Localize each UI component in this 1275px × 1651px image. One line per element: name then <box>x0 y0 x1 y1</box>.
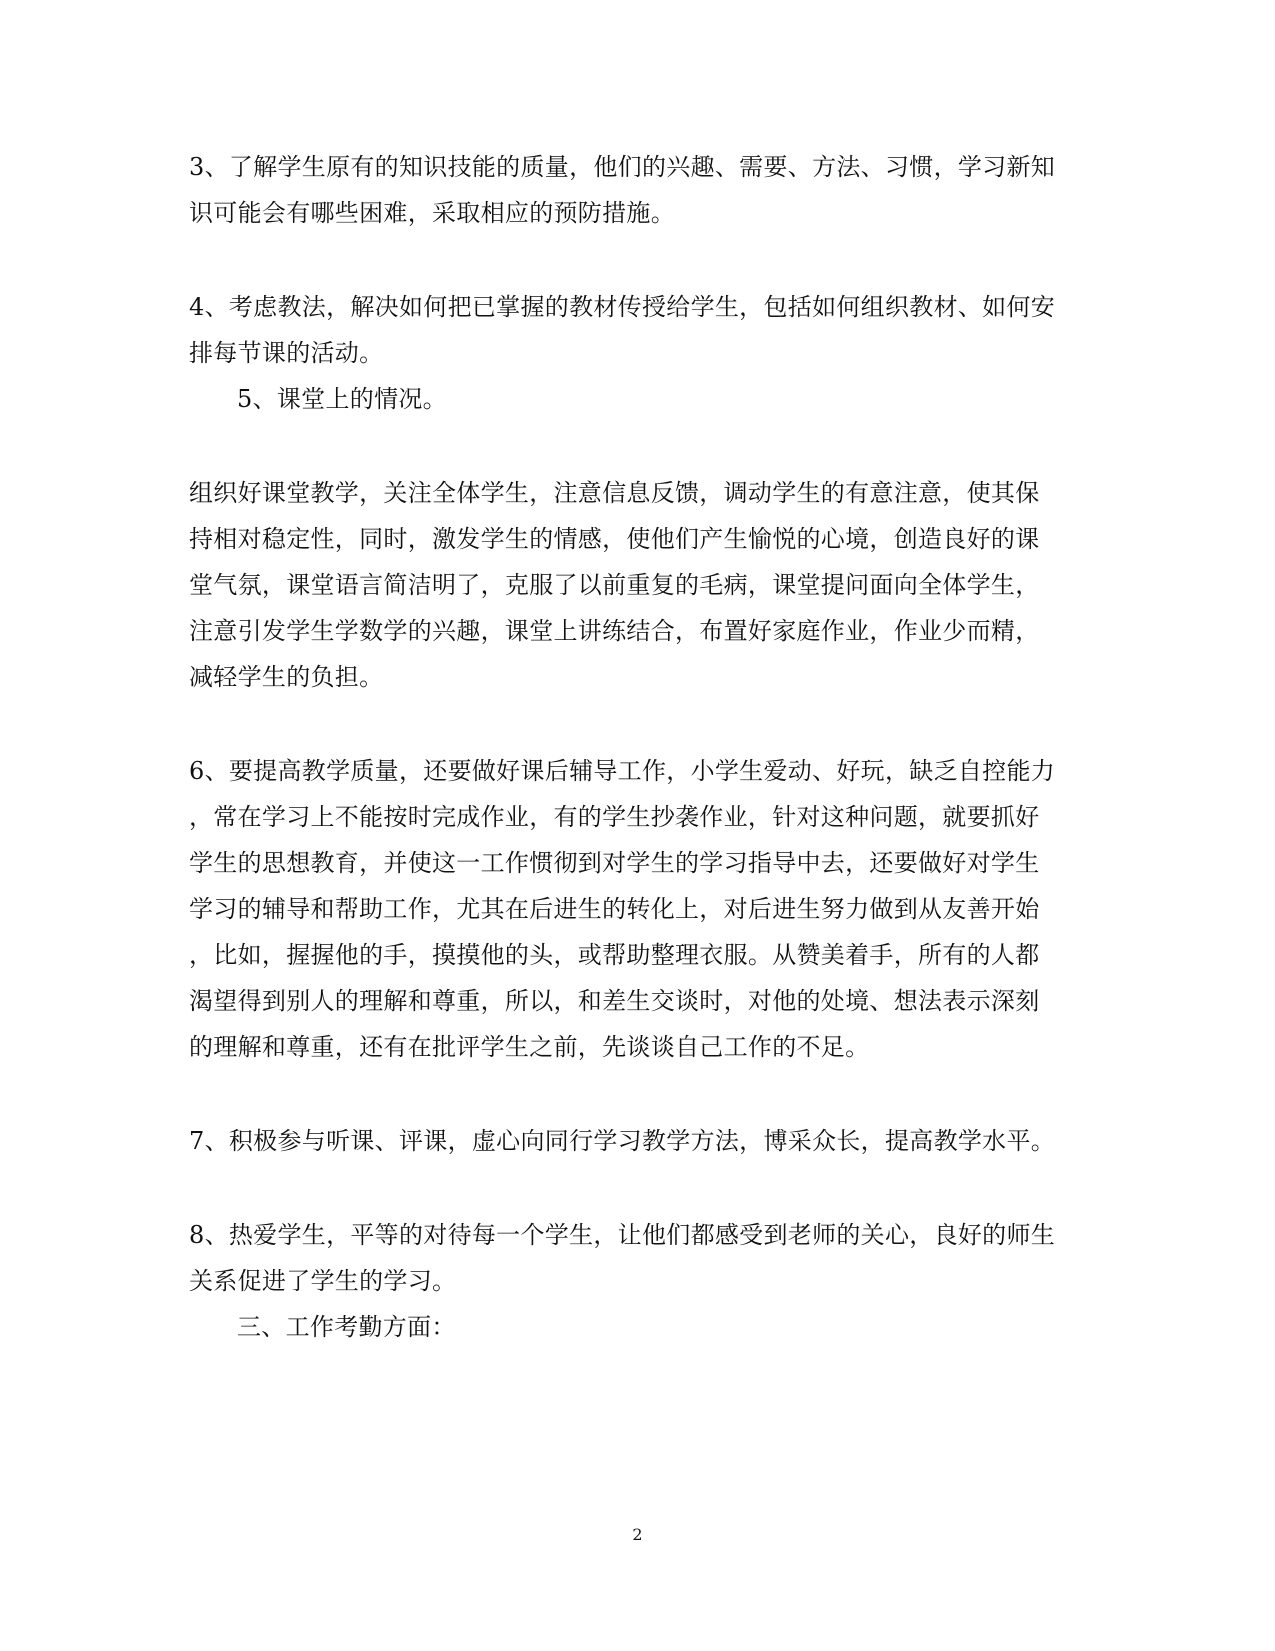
section-heading-attendance: 三、工作考勤方面： <box>237 1313 456 1341</box>
paragraph-6-line-1: 6、要提高教学质量，还要做好课后辅导工作，小学生爱动、好玩，缺乏自控能力 <box>189 757 1056 785</box>
paragraph-3-line-1: 3、了解学生原有的知识技能的质量，他们的兴趣、需要、方法、习惯，学习新知 <box>189 153 1056 181</box>
paragraph-3-line-2: 识可能会有哪些困难，采取相应的预防措施。 <box>189 199 675 227</box>
paragraph-4-line-2: 排每节课的活动。 <box>189 339 384 367</box>
paragraph-6-line-5: ，比如，握握他的手，摸摸他的头，或帮助整理衣服。从赞美着手，所有的人都 <box>189 941 1040 969</box>
classroom-paragraph-line-4: 注意引发学生学数学的兴趣，课堂上讲练结合，布置好家庭作业，作业少而精， <box>189 617 1040 645</box>
paragraph-8-line-2: 关系促进了学生的学习。 <box>189 1267 457 1295</box>
paragraph-5-heading: 5、课堂上的情况。 <box>237 385 447 413</box>
classroom-paragraph-line-1: 组织好课堂教学，关注全体学生，注意信息反馈，调动学生的有意注意，使其保 <box>189 479 1040 507</box>
paragraph-7-line-1: 7、积极参与听课、评课，虚心向同行学习教学方法，博采众长，提高教学水平。 <box>189 1127 1056 1155</box>
paragraph-6-line-3: 学生的思想教育，并使这一工作惯彻到对学生的学习指导中去，还要做好对学生 <box>189 849 1040 877</box>
classroom-paragraph-line-5: 减轻学生的负担。 <box>189 663 384 691</box>
paragraph-4-line-1: 4、考虑教法，解决如何把已掌握的教材传授给学生，包括如何组织教材、如何安 <box>189 293 1056 321</box>
paragraph-8-line-1: 8、热爱学生，平等的对待每一个学生，让他们都感受到老师的关心，良好的师生 <box>189 1221 1056 1249</box>
classroom-paragraph-line-3: 堂气氛，课堂语言简洁明了，克服了以前重复的毛病，课堂提问面向全体学生， <box>189 571 1040 599</box>
paragraph-6-line-4: 学习的辅导和帮助工作，尤其在后进生的转化上，对后进生努力做到从友善开始 <box>189 895 1040 923</box>
page-number: 2 <box>632 1525 643 1544</box>
paragraph-6-line-6: 渴望得到别人的理解和尊重，所以，和差生交谈时，对他的处境、想法表示深刻 <box>189 987 1040 1015</box>
paragraph-6-line-7: 的理解和尊重，还有在批评学生之前，先谈谈自己工作的不足。 <box>189 1033 870 1061</box>
classroom-paragraph-line-2: 持相对稳定性，同时，激发学生的情感，使他们产生愉悦的心境，创造良好的课 <box>189 525 1040 553</box>
paragraph-6-line-2: ，常在学习上不能按时完成作业，有的学生抄袭作业，针对这种问题，就要抓好 <box>189 803 1040 831</box>
